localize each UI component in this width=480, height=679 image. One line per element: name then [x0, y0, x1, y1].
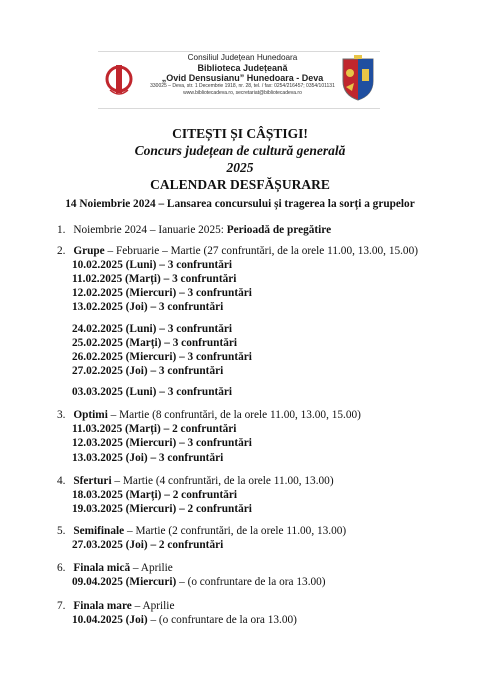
final-note: – (o confruntare de la ora 13.00)	[147, 614, 297, 626]
item-phase: Grupe	[73, 245, 105, 257]
library-web: www.bibliotecadeva.ro, secretariat@bibliotecadeva.ro	[183, 89, 302, 96]
title-line-2: Concurs județean de cultură generală	[134, 143, 346, 158]
date-line: 12.03.2025 (Miercuri) – 3 confruntări	[72, 437, 252, 449]
list-item	[57, 244, 418, 258]
item-number: 5.	[57, 525, 66, 537]
library-name: Biblioteca Județeană	[197, 63, 288, 73]
item-text: Noiembrie 2024 – Ianuarie 2025:	[73, 224, 227, 236]
date-line: 18.03.2025 (Marți) – 2 confruntări	[72, 489, 238, 501]
date-line: 13.02.2025 (Joi) – 3 confruntări	[72, 301, 224, 313]
list-item	[57, 474, 334, 488]
item-number: 7.	[57, 600, 66, 612]
date-line	[72, 613, 297, 627]
date-line: 24.02.2025 (Luni) – 3 confruntări	[72, 323, 233, 335]
date-line: 26.02.2025 (Miercuri) – 3 confruntări	[72, 351, 252, 363]
list-item	[57, 599, 174, 613]
item-phase: Perioadă de pregătire	[226, 224, 332, 236]
date-line: 12.02.2025 (Miercuri) – 3 confruntări	[72, 287, 252, 299]
final-date: 09.04.2025 (Miercuri)	[72, 576, 177, 588]
item-phase: Finala mare	[73, 600, 132, 612]
date-line: 19.03.2025 (Miercuri) – 2 confruntări	[72, 503, 252, 515]
final-note: – (o confruntare de la ora 13.00)	[176, 576, 326, 588]
council-name: Consiliul Județean Hunedoara	[187, 53, 298, 62]
item-desc: – Martie (2 confruntări, de la orele 11.00, 13.00)	[124, 525, 347, 537]
title-line-3: 2025	[226, 160, 254, 175]
list-item	[57, 561, 173, 575]
item-desc: – Februarie – Martie (27 confruntări, de la orele 11.00, 13.00, 15.00)	[104, 245, 418, 257]
title-line-1: CITEȘTI ȘI CÂȘTIGI!	[172, 126, 308, 141]
item-phase: Finala mică	[73, 562, 131, 574]
item-desc: – Martie (8 confruntări, de la orele 11.00, 13.00, 15.00)	[107, 409, 361, 421]
item-phase: Optimi	[73, 409, 108, 421]
item-number: 3.	[57, 409, 66, 421]
list-item	[57, 223, 331, 237]
item-number: 6.	[57, 562, 66, 574]
list-item	[57, 408, 361, 422]
date-line: 27.03.2025 (Joi) – 2 confruntări	[72, 539, 224, 551]
item-phase: Sferturi	[73, 475, 112, 487]
item-desc: – Martie (4 confruntări, de la orele 11.00, 13.00)	[111, 475, 334, 487]
library-name-2: „Ovid Densusianu” Hunedoara - Deva	[161, 73, 324, 83]
document-title	[0, 125, 480, 193]
date-line: 10.02.2025 (Luni) – 3 confruntări	[72, 259, 233, 271]
date-line: 11.02.2025 (Marți) – 3 confruntări	[72, 273, 237, 285]
date-line	[72, 575, 326, 589]
date-line: 11.03.2025 (Marți) – 2 confruntări	[72, 423, 237, 435]
letterhead-text	[140, 53, 345, 96]
item-desc: – Aprilie	[130, 562, 173, 574]
date-line: 25.02.2025 (Marți) – 3 confruntări	[72, 337, 238, 349]
date-line: 13.03.2025 (Joi) – 3 confruntări	[72, 452, 224, 464]
final-date: 10.04.2025 (Joi)	[72, 614, 148, 626]
title-line-4: CALENDAR DESFĂȘURARE	[150, 177, 330, 192]
item-phase: Semifinale	[73, 525, 125, 537]
date-line: 27.02.2025 (Joi) – 3 confruntări	[72, 365, 224, 377]
item-number: 2.	[57, 245, 66, 257]
launch-line: 14 Noiembrie 2024 – Lansarea concursului și tragerea la sorți a grupelor	[65, 198, 415, 210]
list-item	[57, 524, 346, 538]
item-desc: – Aprilie	[131, 600, 175, 612]
item-number: 4.	[57, 475, 66, 487]
library-logo-icon	[104, 56, 134, 102]
item-number: 1.	[57, 224, 66, 236]
library-address: 330025 – Deva, str. 1 Decembrie 1918, nr. 28, tel. / fax: 0254/216457; 0354/101131	[150, 83, 335, 89]
county-crest-icon	[340, 55, 376, 101]
date-line: 03.03.2025 (Luni) – 3 confruntări	[72, 386, 233, 398]
